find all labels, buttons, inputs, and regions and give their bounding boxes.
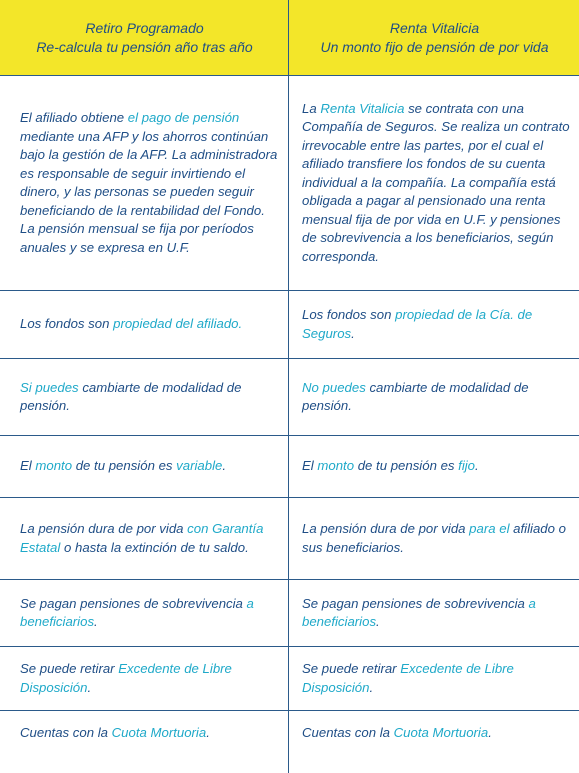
header-renta-vitalicia [290, 0, 579, 75]
text: mediante una AFP y los ahorros continúan bajo la gestión de la AFP. La administradora es responsable de seguir invirtiendo el dinero, y las personas se pueden seguir beneficiando de la rentabilidad del Fondo. [20, 128, 278, 218]
highlight-text: fijo [458, 458, 476, 474]
text: . [376, 614, 380, 629]
paragraph [302, 379, 570, 416]
text: . [488, 724, 492, 740]
highlight-text: a beneficiarios [20, 595, 254, 629]
table-row-ownership [0, 291, 579, 359]
text: Se pagan pensiones de sobrevivencia [20, 595, 247, 611]
paragraph [20, 595, 278, 632]
text: El [302, 458, 318, 474]
cell-left [20, 711, 278, 755]
cell-right [302, 498, 570, 579]
cell-left [20, 436, 278, 497]
paragraph [20, 379, 278, 416]
cell-right [302, 76, 570, 290]
table-row-survivor-pensions [0, 580, 579, 647]
highlight-text: Excedente de Libre Disposición [302, 661, 514, 695]
paragraph [20, 520, 278, 557]
text: . [475, 458, 479, 474]
paragraph [302, 306, 570, 343]
highlight-text: monto [35, 458, 73, 474]
text: . [369, 679, 374, 695]
header-subtitle: Re-calcula tu pensión año tras año [36, 38, 253, 55]
paragraph [302, 520, 570, 557]
highlight-text: Si puedes [20, 379, 79, 395]
text: se contrata con una Compañía de Seguros. Se realiza un contrato irrevocable entre las partes, por el cual el afiliado transfiere los fondos de su cuenta individual a la compañía. La compañía está obligada a pagar al pensionado una renta mensual fija de por vida en U.F. y pensiones de sobrevivencia a los beneficiarios, según corresponda. [302, 100, 570, 264]
highlight-text: Renta Vitalicia [320, 100, 405, 116]
paragraph [302, 595, 570, 632]
paragraph [302, 457, 479, 476]
highlight-text: con Garantía Estatal [20, 521, 264, 555]
text: Se puede retirar [20, 661, 119, 676]
text: La [302, 100, 321, 116]
paragraph [20, 109, 278, 220]
text: afiliado o sus beneficiarios. [302, 521, 566, 555]
highlight-text: variable [176, 458, 223, 474]
paragraph [20, 457, 226, 476]
text: La pensión dura de por vida [20, 521, 188, 536]
text: Los fondos son [20, 316, 114, 332]
cell-left [20, 580, 278, 646]
text: Se pagan pensiones de sobrevivencia [302, 595, 529, 611]
cell-right [302, 647, 570, 710]
cell-left [20, 291, 278, 358]
table-row-change-modality [0, 359, 579, 436]
text: . [206, 724, 210, 740]
highlight-text: Cuota Mortuoria [111, 724, 207, 740]
paragraph [302, 724, 492, 743]
highlight-text: Cuota Mortuoria [393, 724, 489, 740]
cell-right [302, 711, 570, 755]
cell-right [302, 291, 570, 358]
text: La pensión dura de por vida [302, 521, 470, 536]
text: Los fondos son [302, 307, 396, 322]
cell-right [302, 359, 570, 435]
highlight-text: propiedad de la Cía. de Seguros [302, 307, 533, 341]
text: . [351, 325, 355, 341]
text: de tu pensión es [72, 458, 177, 474]
highlight-text: el pago de pensión [127, 110, 240, 125]
header-subtitle: Un monto fijo de pensión de por vida [320, 38, 549, 55]
cell-right [302, 436, 570, 497]
table-row-surplus [0, 647, 579, 711]
text: cambiarte de modalidad de pensión. [20, 379, 242, 413]
cell-left [20, 647, 278, 710]
cell-left [20, 498, 278, 579]
highlight-text: propiedad del afiliado. [113, 316, 243, 332]
text: Cuentas con la [302, 724, 394, 740]
paragraph [20, 660, 278, 697]
paragraph [302, 100, 570, 267]
text: . [87, 679, 92, 695]
column-divider [288, 0, 289, 773]
paragraph [20, 724, 210, 743]
text: . [94, 614, 98, 629]
highlight-text: Excedente de Libre Disposición [20, 661, 232, 695]
table-row-amount [0, 436, 579, 498]
text: El [20, 458, 36, 474]
text: de tu pensión es [354, 458, 459, 474]
text: cambiarte de modalidad de pensión. [302, 379, 529, 413]
header-title: Renta Vitalicia [389, 19, 480, 36]
header-retiro-programado [0, 0, 289, 75]
highlight-text: para el [469, 521, 510, 536]
table-row-duration [0, 498, 579, 580]
highlight-text: monto [317, 458, 355, 474]
table-row-funeral-quota [0, 711, 579, 755]
text: Se puede retirar [302, 661, 401, 676]
text: Cuentas con la [20, 724, 112, 740]
cell-right [302, 580, 570, 646]
highlight-text: No puedes [302, 379, 366, 395]
text: o hasta la extinción de tu saldo. [60, 539, 249, 555]
paragraph: La pensión mensual se fija por períodos anuales y se expresa en U.F. [20, 221, 254, 255]
header-title: Retiro Programado [85, 19, 204, 36]
cell-left [20, 76, 278, 290]
text: El afiliado obtiene [20, 110, 128, 125]
text: . [222, 458, 227, 474]
table-row-description [0, 76, 579, 291]
paragraph [302, 660, 570, 697]
paragraph [20, 315, 242, 334]
highlight-text: a beneficiarios [302, 595, 536, 629]
cell-left [20, 359, 278, 435]
table-header [0, 0, 579, 76]
